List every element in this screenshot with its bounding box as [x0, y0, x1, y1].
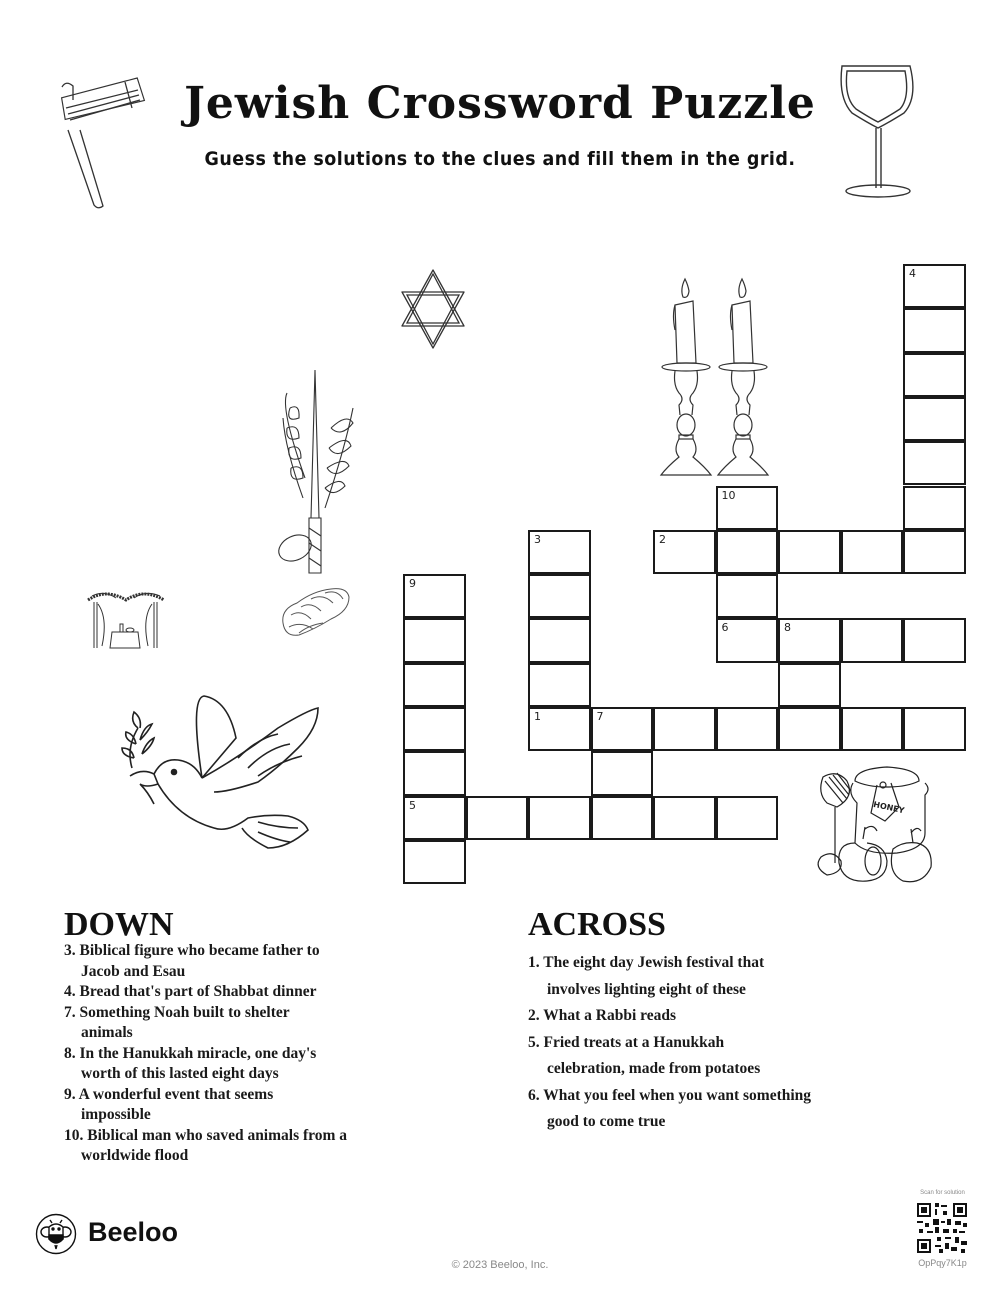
down-clue [64, 982, 424, 1003]
clue-text-continued: worth of this lasted eight days [81, 1065, 279, 1082]
crossword-cell[interactable] [903, 308, 966, 352]
clue-number: 4 [909, 267, 916, 280]
clue-number: 10. [64, 1126, 84, 1144]
clue-number: 5. [528, 1033, 540, 1051]
down-heading: DOWN [64, 906, 174, 943]
crossword-cell[interactable] [528, 796, 591, 840]
crossword-cell[interactable] [653, 530, 716, 574]
crossword-cell[interactable] [903, 530, 966, 574]
crossword-cell[interactable] [778, 663, 841, 707]
crossword-cell[interactable] [528, 530, 591, 574]
crossword-cell[interactable] [903, 441, 966, 485]
kiddush-cup-icon [838, 58, 918, 198]
crossword-cell[interactable] [903, 486, 966, 530]
crossword-cell[interactable] [591, 707, 654, 751]
lulav-etrog-icon [275, 368, 355, 568]
clue-number: 6. [528, 1086, 540, 1104]
down-clue [64, 1003, 424, 1044]
crossword-cell[interactable] [653, 707, 716, 751]
clue-number: 1 [534, 710, 541, 723]
challah-icon [279, 585, 351, 640]
clue-number: 10 [721, 488, 736, 502]
crossword-cell[interactable] [903, 397, 966, 441]
clue-number: 2 [659, 532, 666, 546]
crossword-cell[interactable] [591, 796, 654, 840]
clue-number: 4. [64, 983, 76, 1000]
crossword-cell[interactable] [716, 486, 779, 530]
crossword-cell[interactable] [403, 663, 466, 707]
clue-text: What you feel when you want something [543, 1086, 812, 1104]
crossword-cell[interactable] [778, 530, 841, 574]
down-clues-section [64, 906, 424, 1167]
crossword-cell[interactable] [466, 796, 529, 840]
clue-text-continued: Jacob and Esau [81, 962, 186, 980]
crossword-cell[interactable] [841, 530, 904, 574]
clue-text: Fried treats at a Hanukkah [543, 1033, 725, 1051]
clue-number: 8 [784, 621, 791, 635]
dove-icon [118, 688, 323, 858]
crossword-cell[interactable] [528, 663, 591, 707]
clue-text-continued: animals [81, 1024, 133, 1041]
crossword-cell[interactable] [403, 840, 466, 884]
across-heading: ACROSS [528, 906, 666, 943]
clue-text-continued: involves lighting eight of these [547, 980, 746, 998]
sukkah-icon [86, 588, 166, 650]
crossword-cell[interactable] [903, 707, 966, 751]
crossword-cell[interactable] [778, 618, 841, 662]
clue-number: 8. [64, 1044, 76, 1062]
clue-text-continued: worldwide flood [81, 1147, 189, 1164]
across-clue [528, 950, 888, 1003]
copyright: © 2023 Beeloo, Inc. [451, 1259, 549, 1271]
clue-number: 9. [64, 1085, 76, 1103]
clue-text: A wonderful event that seems [78, 1085, 274, 1103]
crossword-cell[interactable] [403, 751, 466, 795]
clue-number: 7 [596, 710, 604, 723]
clue-number: 3. [64, 942, 76, 959]
clue-number: 6 [721, 621, 729, 635]
clue-text: Biblical figure who became father to [79, 942, 320, 959]
crossword-cell[interactable] [778, 707, 841, 751]
crossword-cell[interactable] [528, 707, 591, 751]
clue-text: The eight day Jewish festival that [543, 954, 765, 971]
crossword-cell[interactable] [841, 618, 904, 662]
crossword-cell[interactable] [528, 574, 591, 618]
beeloo-bee-logo-icon [35, 1213, 77, 1255]
qr-label: Scan for solution [920, 1190, 965, 1196]
down-clue [64, 1126, 424, 1167]
clue-number: 7. [64, 1003, 76, 1021]
qr-code-icon[interactable] [917, 1203, 967, 1253]
across-clue [528, 1030, 888, 1083]
clue-number: 2. [528, 1007, 540, 1024]
crossword-cell[interactable] [903, 264, 966, 308]
clue-text: Biblical man who saved animals from a [87, 1126, 348, 1144]
crossword-cell[interactable] [653, 796, 716, 840]
crossword-cell[interactable] [716, 796, 779, 840]
crossword-cell[interactable] [403, 707, 466, 751]
clue-number: 9 [409, 577, 416, 591]
honey-jar-apples-icon [807, 763, 937, 885]
honey-label: HONEY [872, 799, 906, 816]
crossword-cell[interactable] [841, 707, 904, 751]
crossword-cell[interactable] [716, 530, 779, 574]
clue-number: 3 [534, 532, 541, 546]
across-clue-list [528, 950, 888, 1136]
clue-text: In the Hanukkah miracle, one day's [79, 1044, 317, 1062]
star-of-david-icon [400, 268, 466, 350]
across-clue [528, 1083, 888, 1136]
clue-text: Something Noah built to shelter [79, 1003, 290, 1021]
page-subtitle: Guess the solutions to the clues and fill them in the grid. [204, 148, 796, 170]
clue-text-continued: celebration, made from potatoes [547, 1060, 761, 1077]
page-title: Jewish Crossword Puzzle [184, 78, 816, 129]
crossword-cell[interactable] [903, 353, 966, 397]
clue-number: 5 [409, 798, 416, 812]
crossword-cell[interactable] [403, 574, 466, 618]
crossword-cell[interactable] [403, 618, 466, 662]
crossword-cell[interactable] [528, 618, 591, 662]
across-clues-section [528, 906, 888, 1136]
clue-number: 1. [528, 954, 540, 971]
beeloo-brand: Beeloo [88, 1217, 179, 1247]
crossword-cell[interactable] [903, 618, 966, 662]
crossword-cell[interactable] [716, 707, 779, 751]
crossword-cell[interactable] [716, 618, 779, 662]
crossword-cell[interactable] [591, 751, 654, 795]
qr-code-text: OpPqy7K1p [918, 1258, 967, 1268]
crossword-cell[interactable] [716, 574, 779, 618]
down-clue [64, 941, 424, 982]
down-clue [64, 1085, 424, 1126]
clue-text-continued: good to come true [547, 1113, 666, 1130]
shabbat-candles-icon [655, 275, 780, 480]
clue-text-continued: impossible [81, 1106, 151, 1123]
across-clue [528, 1003, 888, 1030]
down-clue-list [64, 941, 424, 1167]
clue-text: What a Rabbi reads [543, 1007, 677, 1024]
down-clue [64, 1044, 424, 1085]
clue-text: Bread that's part of Shabbat dinner [79, 983, 317, 1000]
crossword-cell[interactable] [403, 796, 466, 840]
gragger-icon [40, 60, 140, 200]
